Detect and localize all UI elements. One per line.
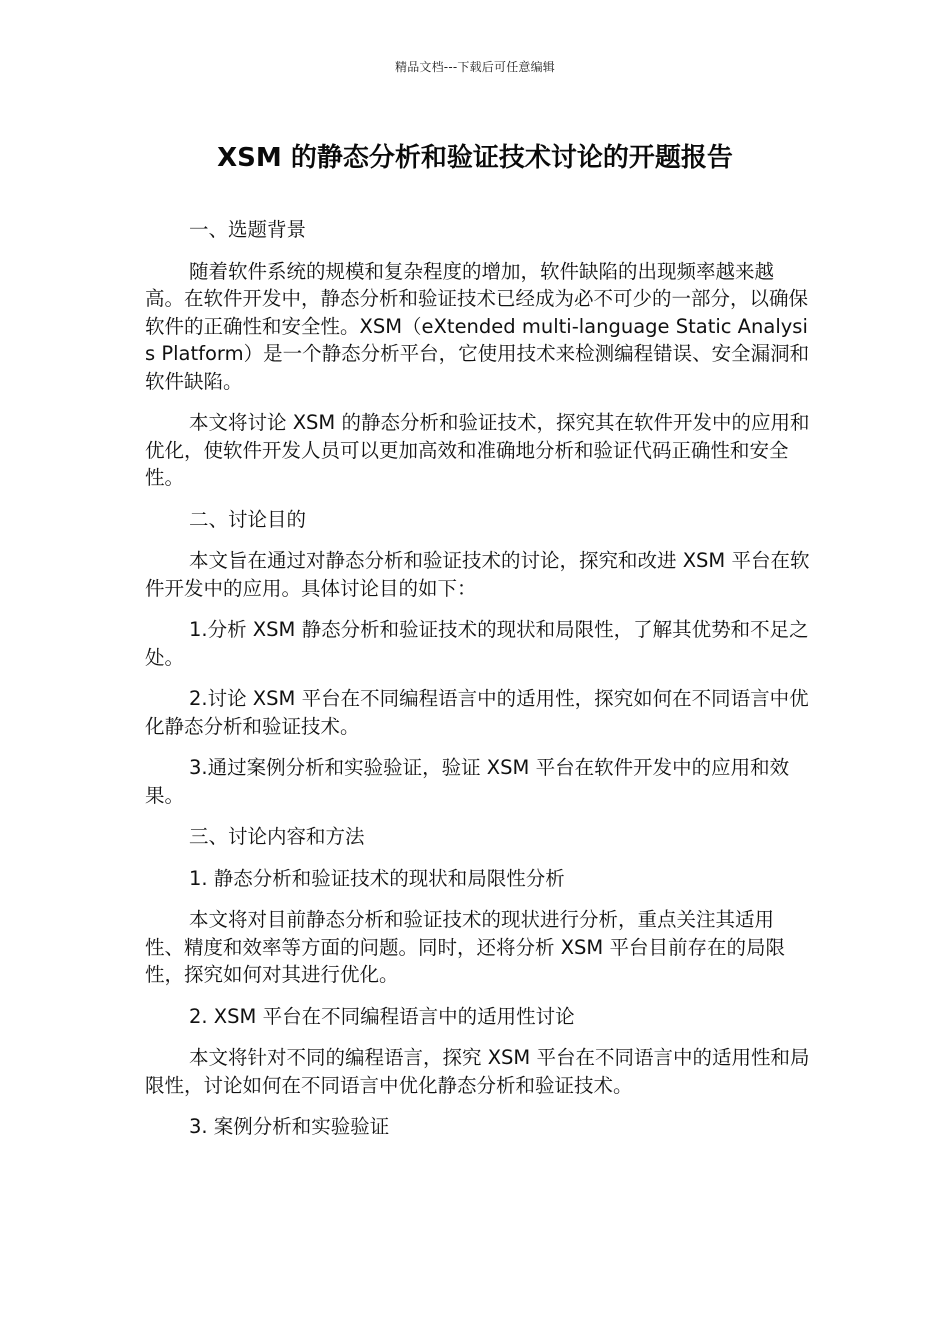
document-title: XSM 的静态分析和验证技术讨论的开题报告	[217, 143, 733, 173]
section-heading-background: 一、选题背景	[189, 218, 307, 241]
paragraph-background-2: 本文将讨论 XSM 的静态分析和验证技术，探究其在软件开发中的应用和优化，使软件开发人员可以更加高效和准确地分析和验证代码正确性和安全性。	[145, 411, 810, 489]
paragraph-background-1: 随着软件系统的规模和复杂程度的增加，软件缺陷的出现频率越来越高。在软件开发中，静态分析和验证技术已经成为必不可少的一部分，以确保软件的正确性和安全性。XSM（eXtended multi-language Static Analysis Platform）是一个静态分析平台，它使用技术来检测编程错误、安全漏洞和软件缺陷。	[145, 259, 810, 393]
purpose-item-2: 2.讨论 XSM 平台在不同编程语言中的适用性，探究如何在不同语言中优化静态分析和验证技术。	[145, 687, 809, 738]
subsection-heading-1: 1. 静态分析和验证技术的现状和局限性分析	[189, 866, 565, 890]
paragraph-subsection-1: 本文将对目前静态分析和验证技术的现状进行分析，重点关注其适用性、精度和效率等方面的问题。同时，还将分析 XSM 平台目前存在的局限性，探究如何对其进行优化。	[145, 908, 785, 986]
subsection-heading-2: 2. XSM 平台在不同编程语言中的适用性讨论	[189, 1004, 575, 1028]
paragraph-purpose-intro: 本文旨在通过对静态分析和验证技术的讨论，探究和改进 XSM 平台在软件开发中的应用。具体讨论目的如下：	[145, 549, 810, 600]
document-body	[145, 216, 810, 1155]
section-heading-content-method: 三、讨论内容和方法	[189, 825, 365, 848]
paragraph-subsection-2: 本文将针对不同的编程语言，探究 XSM 平台在不同语言中的适用性和局限性，讨论如何在不同语言中优化静态分析和验证技术。	[145, 1046, 810, 1097]
header-note: 精品文档---下载后可任意编辑	[395, 60, 555, 74]
purpose-item-1: 1.分析 XSM 静态分析和验证技术的现状和局限性，了解其优势和不足之处。	[145, 618, 809, 669]
purpose-item-3: 3.通过案例分析和实验验证，验证 XSM 平台在软件开发中的应用和效果。	[145, 756, 790, 807]
section-heading-purpose: 二、讨论目的	[189, 507, 307, 531]
subsection-heading-3: 3. 案例分析和实验验证	[189, 1115, 390, 1138]
